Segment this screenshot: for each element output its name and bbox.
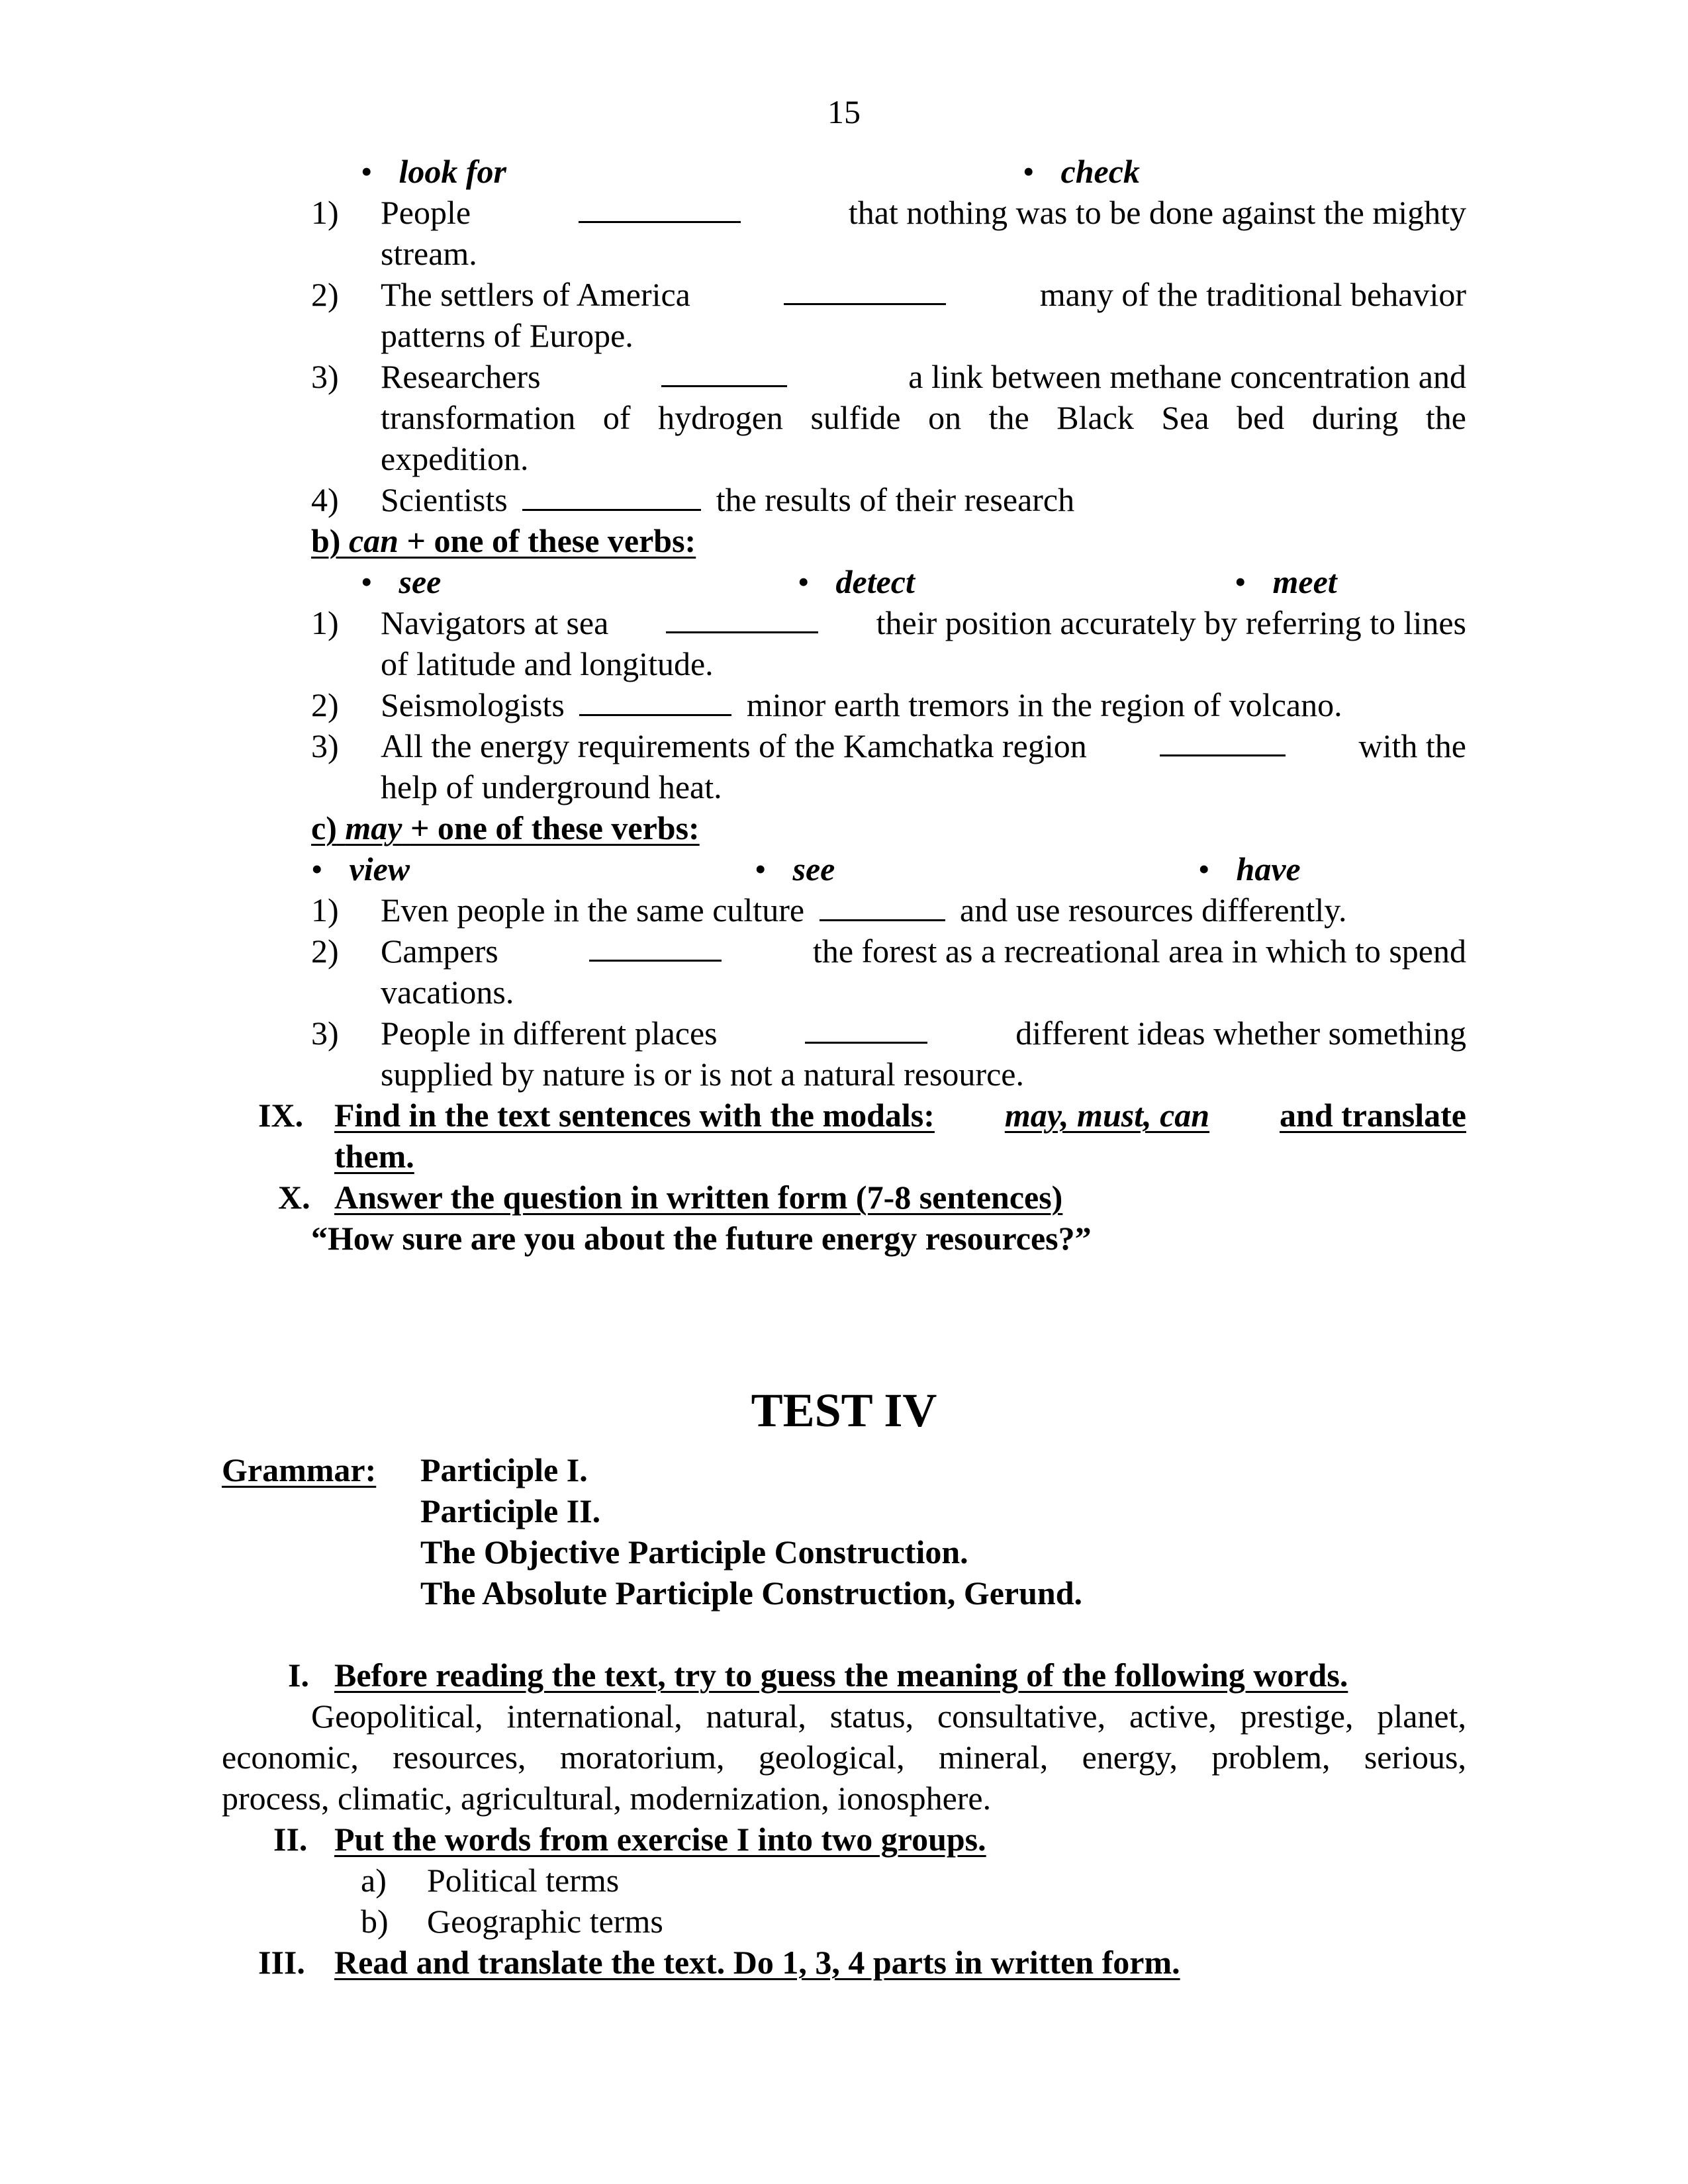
exercise-item: All the energy requirements of the Kamchatka region with the — [381, 725, 1466, 766]
grammar-item: Participle I. — [420, 1451, 588, 1488]
item-number: 2) — [311, 276, 339, 313]
item-number: 3) — [311, 727, 339, 764]
verb-option: • look for — [361, 151, 506, 192]
item-continuation: supplied by nature is or is not a natural resource. — [381, 1056, 1024, 1093]
exercise-number: I. — [288, 1657, 309, 1694]
word-list-line: Geopolitical, international, natural, status, consultative, active, prestige, planet, — [311, 1698, 1466, 1735]
item-continuation: transformation of hydrogen sulfide on the Black Sea bed during the — [381, 399, 1466, 436]
grammar-item: The Objective Participle Construction. — [420, 1533, 968, 1570]
verb-option: • view — [311, 848, 410, 889]
item-number: 1) — [311, 891, 339, 929]
answer-blank[interactable] — [589, 931, 722, 962]
answer-blank[interactable] — [579, 685, 731, 716]
item-number: 1) — [311, 604, 339, 641]
test-title: TEST IV — [751, 1384, 937, 1437]
item-continuation: stream. — [381, 235, 477, 272]
verb-option: • see — [755, 848, 835, 889]
grammar-item: The Absolute Participle Construction, Gerund. — [420, 1574, 1083, 1612]
exercise-item: Campers the forest as a recreational area in which to spend — [381, 931, 1466, 972]
item-number: 3) — [311, 358, 339, 395]
item-continuation: patterns of Europe. — [381, 317, 633, 354]
verb-option: • see — [361, 561, 441, 602]
exercise-heading: Answer the question in written form (7-8 sentences) — [334, 1179, 1063, 1216]
section-heading: c) may + one of these verbs: — [311, 809, 700, 846]
item-number: 1) — [311, 194, 339, 231]
item-number: 2) — [311, 686, 339, 723]
page-number: 15 — [827, 93, 861, 130]
exercise-item: People in different places different ideas whether something — [381, 1013, 1466, 1054]
item-number: 3) — [311, 1015, 339, 1052]
option-label: a) — [361, 1862, 387, 1899]
exercise-heading-cont: them. — [334, 1138, 414, 1175]
exercise-heading: Read and translate the text. Do 1, 3, 4 parts in written form. — [334, 1944, 1180, 1981]
item-continuation: vacations. — [381, 974, 514, 1011]
exercise-number: X. — [278, 1179, 310, 1216]
item-number: 2) — [311, 933, 339, 970]
exercise-number: III. — [258, 1944, 305, 1981]
exercise-number: IX. — [258, 1097, 304, 1134]
option-text: Political terms — [427, 1862, 620, 1899]
answer-blank[interactable] — [661, 356, 787, 387]
answer-blank[interactable] — [805, 1013, 927, 1044]
verb-option: • detect — [798, 561, 915, 602]
answer-blank[interactable] — [820, 890, 945, 921]
exercise-item: Scientists the results of their research — [381, 481, 1075, 518]
answer-blank[interactable] — [1160, 725, 1286, 756]
exercise-heading: Before reading the text, try to guess the meaning of the following words. — [334, 1657, 1348, 1694]
word-list-line: process, climatic, agricultural, modernization, ionosphere. — [222, 1780, 992, 1817]
exercise-heading: Find in the text sentences with the modals: may, must, can and translate — [334, 1097, 1466, 1134]
verb-option: • check — [1023, 151, 1140, 192]
option-text: Geographic terms — [427, 1903, 663, 1940]
exercise-item: The settlers of America many of the traditional behavior — [381, 274, 1466, 315]
exercise-number: II. — [273, 1821, 308, 1858]
grammar-item: Participle II. — [420, 1492, 601, 1529]
section-heading: b) can + one of these verbs: — [311, 522, 696, 559]
exercise-item: Even people in the same culture and use resources differently. — [381, 891, 1347, 929]
answer-blank[interactable] — [784, 274, 946, 305]
verb-option: • meet — [1235, 561, 1337, 602]
exercise-item: Researchers a link between methane concentration and — [381, 356, 1466, 397]
word-list-line: economic, resources, moratorium, geological, mineral, energy, problem, serious, — [222, 1739, 1466, 1776]
item-continuation: help of underground heat. — [381, 768, 722, 805]
question-text: “How sure are you about the future energy resources?” — [311, 1220, 1092, 1257]
item-continuation: expedition. — [381, 440, 529, 477]
item-number: 4) — [311, 481, 339, 518]
answer-blank[interactable] — [579, 192, 741, 223]
exercise-item: Seismologists minor earth tremors in the region of volcano. — [381, 686, 1342, 723]
grammar-label: Grammar: — [222, 1451, 377, 1488]
answer-blank[interactable] — [666, 602, 818, 633]
exercise-item: People that nothing was to be done against the mighty — [381, 192, 1466, 233]
verb-option: • have — [1198, 848, 1301, 889]
item-continuation: of latitude and longitude. — [381, 645, 714, 682]
answer-blank[interactable] — [522, 480, 701, 511]
option-label: b) — [361, 1903, 389, 1940]
exercise-item: Navigators at sea their position accurately by referring to lines — [381, 602, 1466, 643]
exercise-heading: Put the words from exercise I into two groups. — [334, 1821, 986, 1858]
